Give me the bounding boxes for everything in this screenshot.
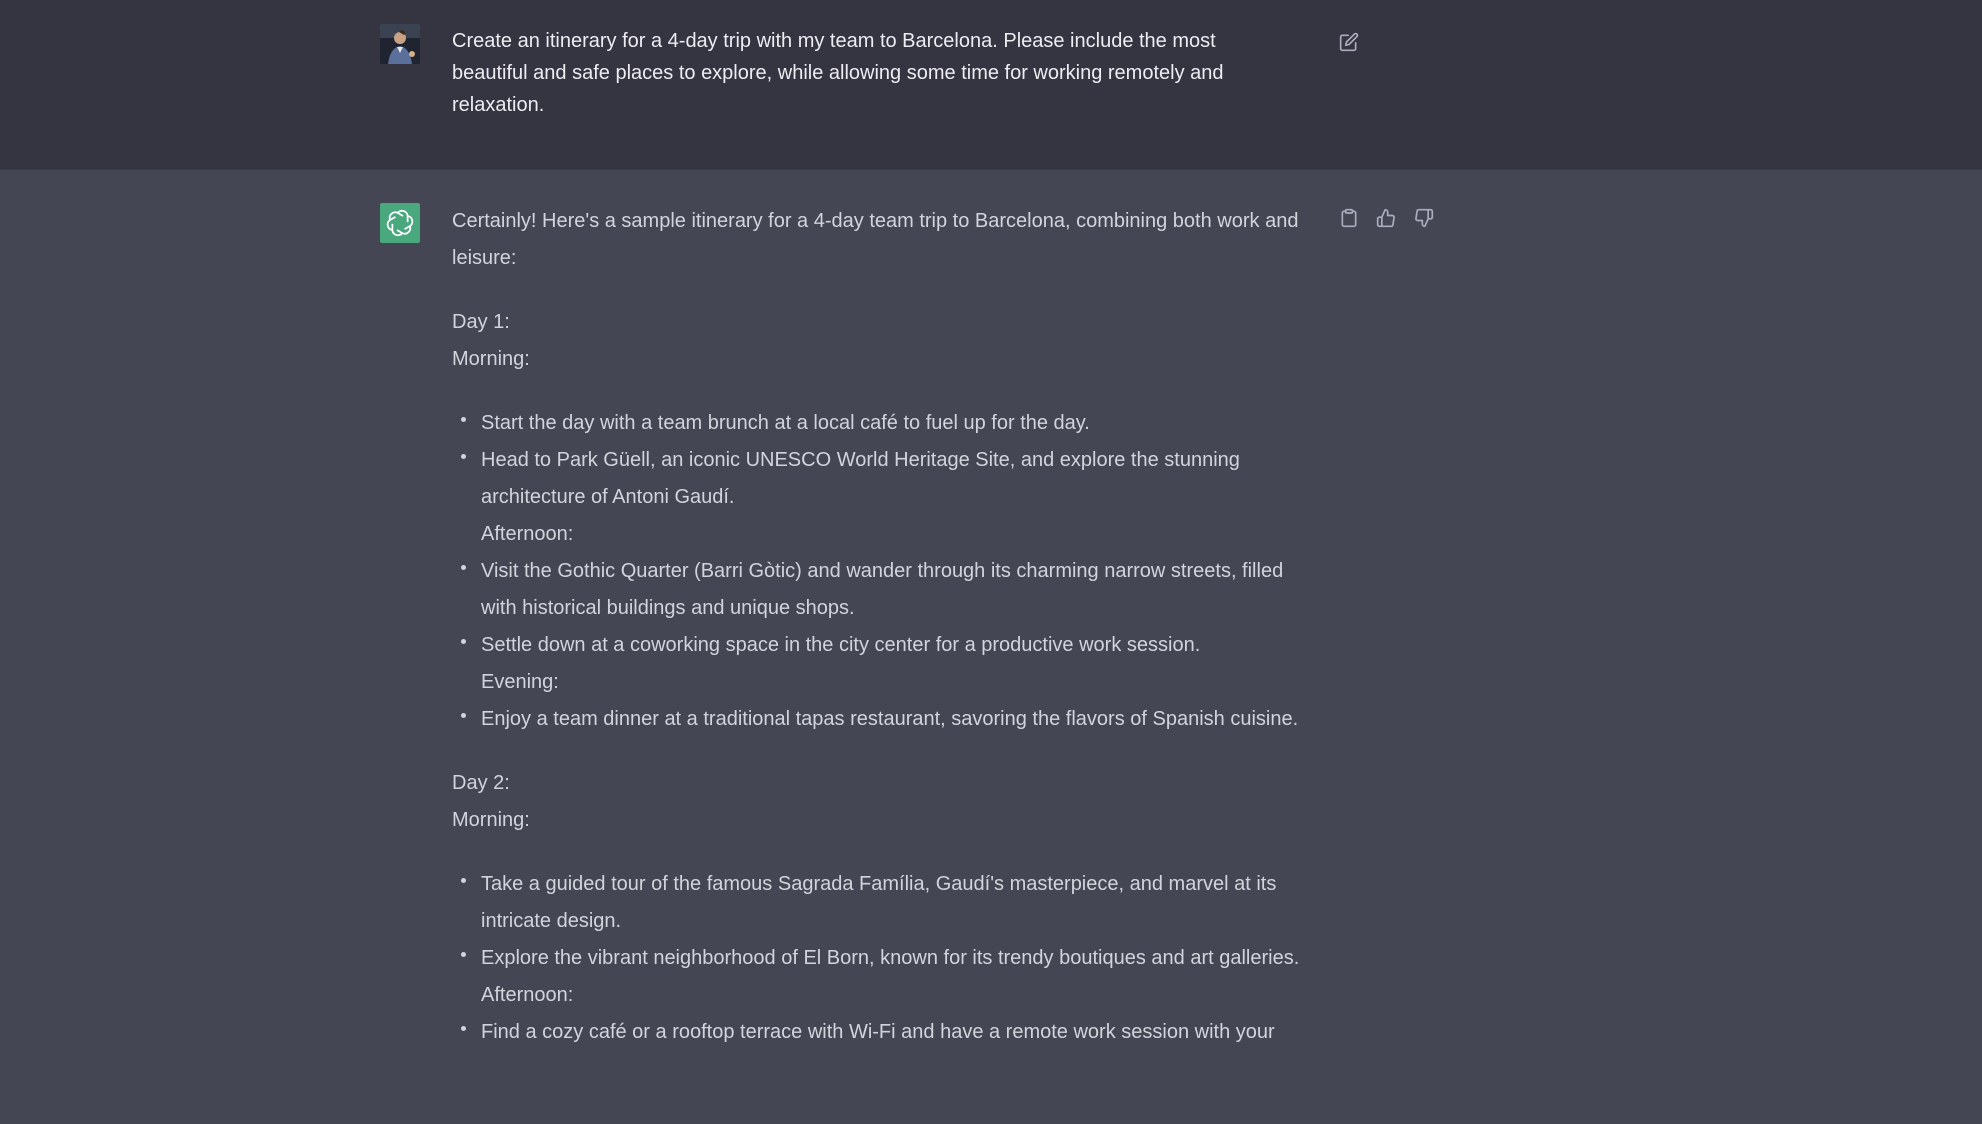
list-item: Explore the vibrant neighborhood of El Born, known for its trendy boutiques and art galleries.	[452, 940, 1322, 977]
day-2-heading: Day 2:	[452, 772, 510, 794]
edit-icon	[1339, 32, 1359, 52]
intro-text: Certainly! Here's a sample itinerary for a 4-day team trip to Barcelona, combining both work and leisure:	[452, 210, 1299, 269]
assistant-avatar	[380, 203, 420, 243]
copy-button[interactable]	[1337, 206, 1361, 230]
thumbs-down-button[interactable]	[1412, 206, 1436, 230]
openai-logo-icon	[385, 208, 415, 238]
list-item: Enjoy a team dinner at a traditional tapas restaurant, savoring the flavors of Spanish cuisine.	[452, 701, 1322, 738]
clipboard-icon	[1339, 208, 1359, 228]
day-2-list	[452, 866, 1322, 1051]
user-message-row	[0, 0, 1982, 170]
day-1-morning-label: Morning:	[452, 348, 530, 370]
day-2-morning-label: Morning:	[452, 809, 530, 831]
list-item: Find a cozy café or a rooftop terrace with Wi-Fi and have a remote work session with your	[452, 1014, 1322, 1051]
user-avatar	[380, 24, 420, 64]
list-item: Start the day with a team brunch at a local café to fuel up for the day.	[452, 405, 1322, 442]
list-item: Head to Park Güell, an iconic UNESCO World Heritage Site, and explore the stunning architecture of Antoni Gaudí.	[452, 442, 1322, 516]
assistant-message-content	[452, 203, 1322, 1051]
thumbs-down-icon	[1414, 208, 1434, 228]
day-1-evening-label: Evening:	[481, 671, 559, 693]
assistant-message-row	[0, 170, 1982, 1124]
list-item: Settle down at a coworking space in the city center for a productive work session.	[452, 627, 1322, 664]
thumbs-up-icon	[1376, 208, 1396, 228]
list-item: Take a guided tour of the famous Sagrada Família, Gaudí's masterpiece, and marvel at its intricate design.	[452, 866, 1322, 940]
user-message-text: Create an itinerary for a 4-day trip with my team to Barcelona. Please include the most beautiful and safe places to explore, while allowing some time for working remotely and relaxation.	[452, 30, 1224, 116]
list-item: Visit the Gothic Quarter (Barri Gòtic) and wander through its charming narrow streets, filled with historical buildings and unique shops.	[452, 553, 1322, 627]
edit-message-button[interactable]	[1337, 30, 1361, 54]
day-1-list	[452, 405, 1322, 738]
thumbs-up-button[interactable]	[1374, 206, 1398, 230]
user-photo	[380, 24, 420, 64]
day-2-afternoon-label: Afternoon:	[481, 984, 574, 1006]
day-1-afternoon-label: Afternoon:	[481, 523, 574, 545]
day-1-heading: Day 1:	[452, 311, 510, 333]
